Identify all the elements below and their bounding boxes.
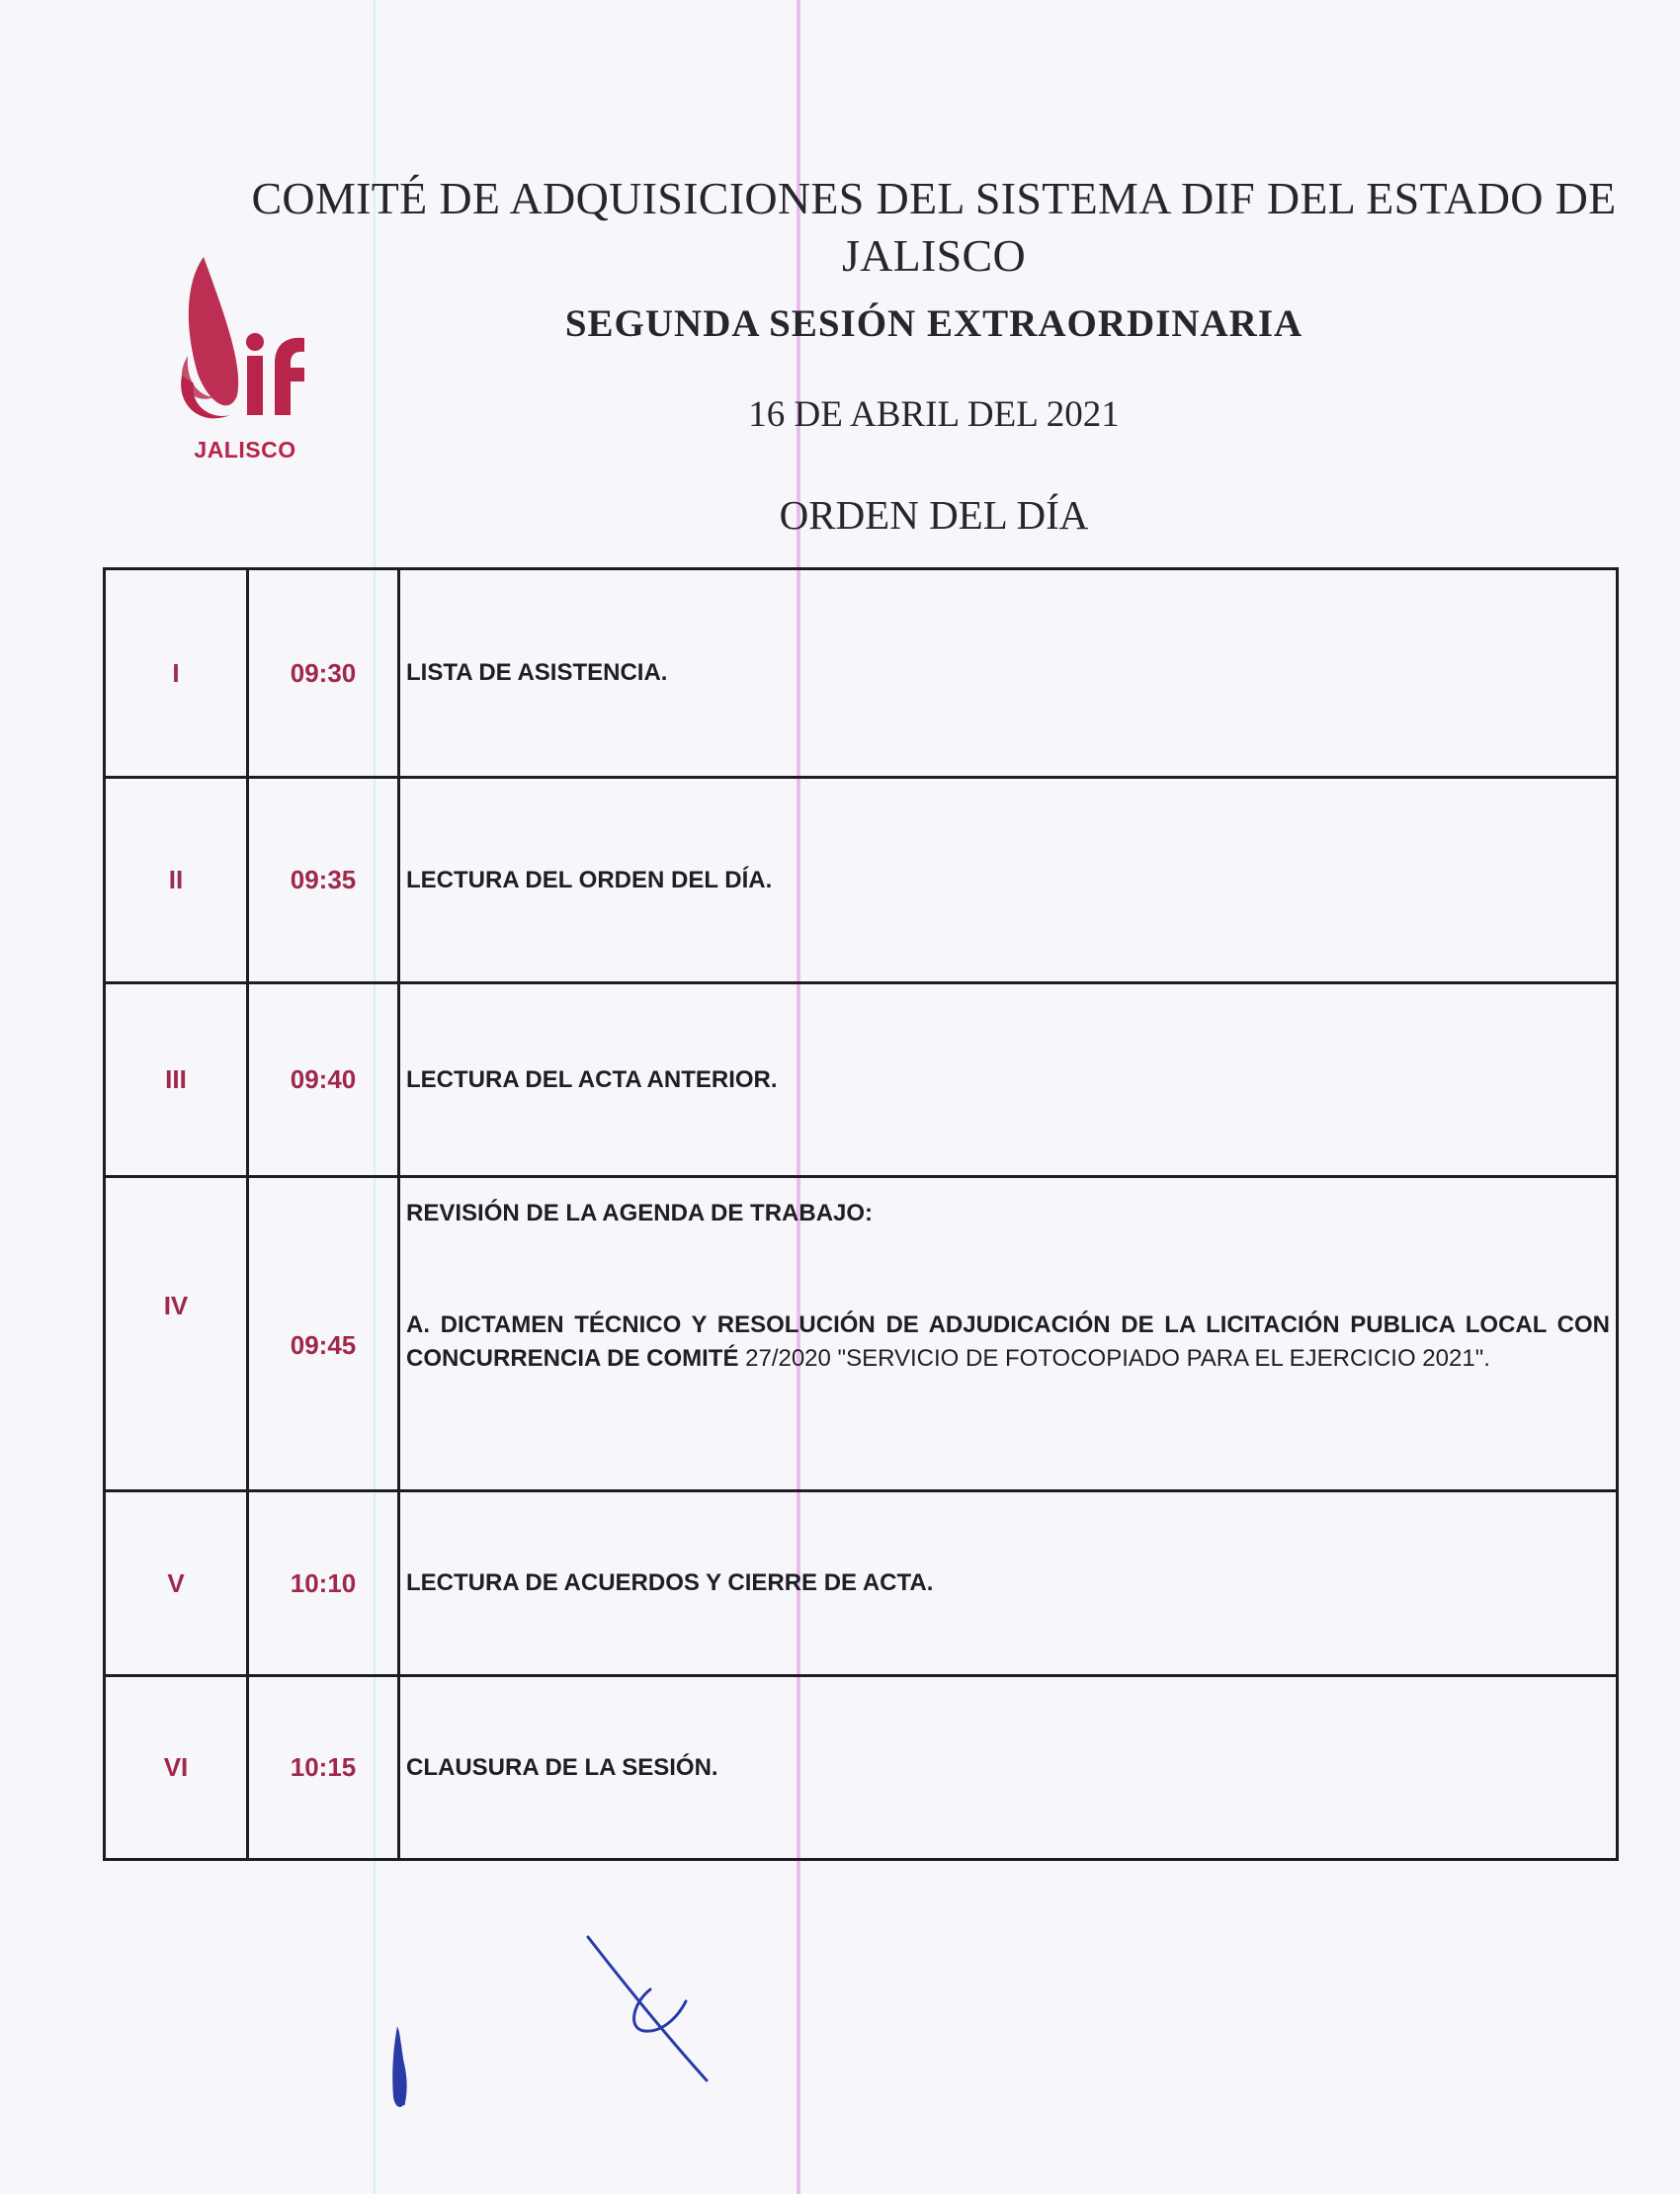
item-description: LECTURA DE ACUERDOS Y CIERRE DE ACTA. [399,1491,1618,1676]
logo-label: JALISCO [194,437,296,463]
item-number: II [105,778,248,983]
item-time: 10:10 [248,1491,399,1676]
table-row [105,1491,1618,1676]
subitem-normal-text: 27/2020 "SERVICIO DE FOTOCOPIADO PARA EL EJERCICIO 2021". [738,1345,1490,1372]
item-time: 10:15 [248,1676,399,1860]
subitem-bold-text: A. DICTAMEN TÉCNICO Y RESOLUCIÓN DE ADJUDICACIÓN DE LA LICITACIÓN PUBLICA LOCAL CON CONCURRENCIA DE COMITÉ [406,1311,1610,1372]
item-time: 09:40 [248,983,399,1177]
item-time [248,1177,399,1491]
item-description: CLAUSURA DE LA SESIÓN. [399,1676,1618,1860]
item-number-text: IV [163,1291,189,1320]
item-number: III [105,983,248,1177]
item-number [105,1177,248,1491]
signature-mark [583,1932,721,2090]
item-description [399,1177,1618,1491]
session-date: 16 DE ABRIL DEL 2021 [748,394,1120,435]
item-description: LECTURA DEL ORDEN DEL DÍA. [399,778,1618,983]
item-time: 09:30 [248,569,399,778]
session-title: SEGUNDA SESIÓN EXTRAORDINARIA [564,302,1303,345]
signature-mark [383,2018,423,2117]
table-row [105,1177,1618,1491]
item-time-text: 09:45 [290,1330,357,1360]
committee-title: COMITÉ DE ADQUISICIONES DEL SISTEMA DIF DEL ESTADO DE JALISCO [251,173,1617,281]
dif-jalisco-logo [176,257,314,474]
item-number: V [105,1491,248,1676]
item-number: I [105,569,248,778]
table-row [105,569,1618,778]
item-description: LECTURA DEL ACTA ANTERIOR. [399,983,1618,1177]
item-description: LISTA DE ASISTENCIA. [399,569,1618,778]
item-number: VI [105,1676,248,1860]
table-row [105,1676,1618,1860]
table-row [105,778,1618,983]
agenda-table [103,567,1619,1861]
agenda-subitem [406,1308,1610,1376]
agenda-title: ORDEN DEL DÍA [779,492,1089,538]
table-row [105,983,1618,1177]
item-time: 09:35 [248,778,399,983]
agenda-review-heading: REVISIÓN DE LA AGENDA DE TRABAJO: [406,1200,874,1226]
